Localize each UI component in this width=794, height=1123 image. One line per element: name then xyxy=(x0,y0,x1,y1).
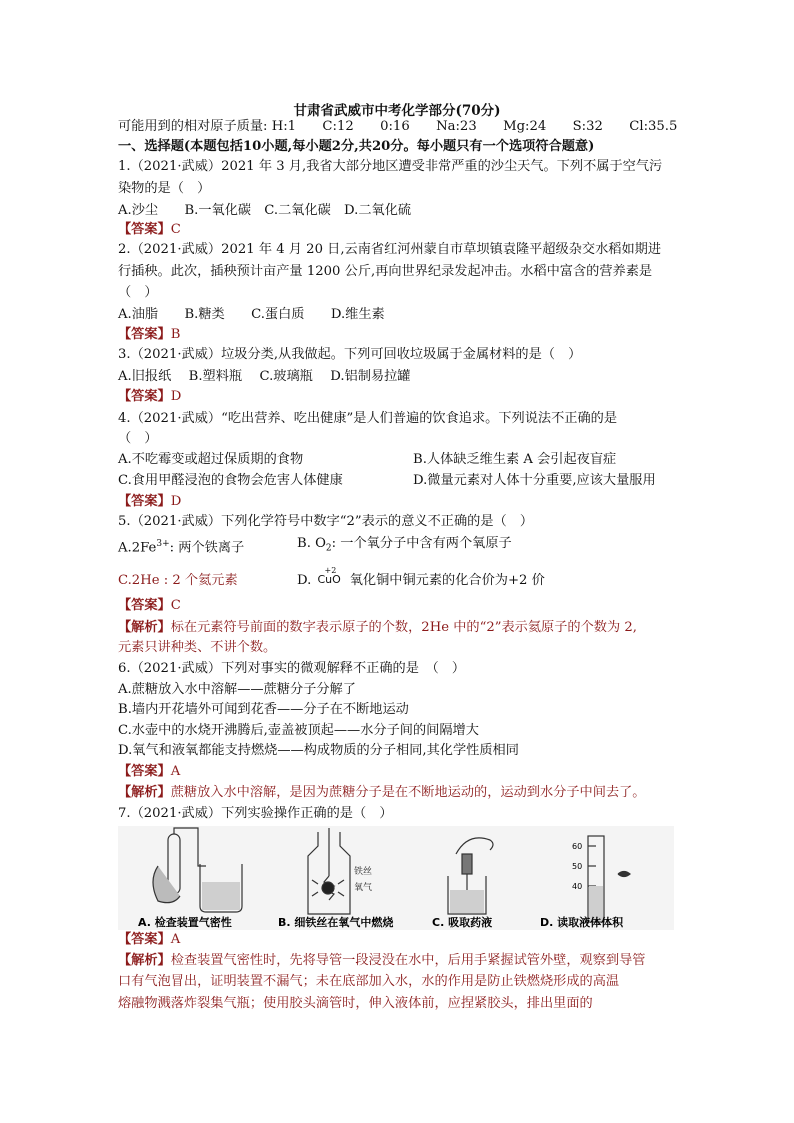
answer-value: B xyxy=(170,327,181,342)
q1-stem-2: 染物的是（ ） xyxy=(118,181,211,196)
q1-stem-1: 1.（2021·武威）2021 年 3 月,我省大部分地区遭受非常严重的沙尘天气。下列不属于空气污 xyxy=(118,159,663,174)
answer-value: C xyxy=(170,222,181,237)
q3-answer xyxy=(118,388,181,406)
q3-stem-1: 3.（2021·武威）垃圾分类,从我做起。下列可回收垃圾属于金属材料的是（ ） xyxy=(118,347,582,362)
answer-tag: 【答案】 xyxy=(118,932,171,947)
oxygen-label: 氧气 xyxy=(354,883,373,893)
explain-tag: 【解析】 xyxy=(118,620,171,635)
q5-option-d: D. +2 CuO 氧化铜中铜元素的化合价为+2 价 xyxy=(297,564,545,592)
q2-stem-2: 行插秧。此次，插秧预计亩产量 1200 公斤,再向世界纪录发起冲击。水稻中富含的营养素是 xyxy=(118,264,653,279)
q7-answer xyxy=(118,931,180,949)
answer-tag: 【答案】 xyxy=(118,222,171,237)
cuo-formula: CuO xyxy=(317,573,341,586)
q1-answer xyxy=(118,221,181,239)
q4-option-a: A.不吃霉变或超过保质期的食物 xyxy=(118,452,304,467)
answer-tag: 【答案】 xyxy=(118,494,171,509)
valence-mark: +2 xyxy=(324,566,337,575)
wire-label: 铁丝 xyxy=(354,867,373,877)
q5-option-a: $A.2Fe^{3+}$: 两个铁离子 xyxy=(118,539,245,556)
caption-d: D. 读取液体体积 xyxy=(540,916,624,929)
tick-label: 40 xyxy=(572,882,583,891)
q6-option-a: A.蔗糖放入水中溶解——蔗糖分子分解了 xyxy=(118,682,356,697)
q4-option-c: C.食用甲醛浸泡的食物会危害人体健康 xyxy=(118,473,343,488)
q2-options: A.油脂 B.糖类 C.蛋白质 D.维生素 xyxy=(118,307,385,322)
q4-stem-2: （ ） xyxy=(118,431,158,446)
q4-option-b: B.人体缺乏维生素 A 会引起夜盲症 xyxy=(413,452,617,467)
q6-option-b: B.墙内开花墙外可闻到花香——分子在不断地运动 xyxy=(118,702,409,717)
q6-option-d: D.氧气和液氧都能支持燃烧——构成物质的分子相同,其化学性质相同 xyxy=(118,743,519,758)
page-title: 甘肃省武威市中考化学部分(70分) xyxy=(293,103,501,119)
q5-explanation-1: 【解析】标在元素符号前面的数字表示原子的个数，2He 中的“2”表示氦原子的个数为 2, xyxy=(118,620,637,635)
caption-a: A. 检查装置气密性 xyxy=(138,916,232,929)
q4-stem-1: 4.（2021·武威）“吃出营养、吃出健康”是人们普遍的饮食追求。下列说法不正确的是 xyxy=(118,411,618,426)
caption-c: C. 吸取药液 xyxy=(432,916,493,929)
q2-answer xyxy=(118,326,180,344)
section-heading: 一、选择题(本题包括10小题,每小题2分,共20分。每小题只有一个选项符合题意) xyxy=(118,139,595,154)
answer-value: D xyxy=(170,494,182,509)
q6-answer xyxy=(118,763,180,781)
q7-explanation-2: 口有气泡冒出，证明装置不漏气；未在底部加入水，水的作用是防止铁燃烧形成的高温 xyxy=(118,974,620,989)
q6-explanation-1: 【解析】蔗糖放入水中溶解，是因为蔗糖分子是在不断地运动的，运动到水分子中间去了。 xyxy=(118,785,646,800)
answer-value: D xyxy=(170,389,182,404)
explain-tag: 【解析】 xyxy=(118,785,171,800)
q7-stem-1: 7.（2021·武威）下列实验操作正确的是（ ） xyxy=(118,806,393,821)
answer-value: A xyxy=(170,932,181,947)
q7-experiment-figure xyxy=(118,826,674,930)
q6-option-c: C.水壶中的水烧开沸腾后,壶盖被顶起——水分子间的间隔增大 xyxy=(118,723,479,738)
q7-explanation-1: 【解析】检查装置气密性时，先将导管一段浸没在水中，后用手紧握试管外壁，观察到导管 xyxy=(118,953,646,968)
explain-tag: 【解析】 xyxy=(118,953,171,968)
q4-option-d: D.微量元素对人体十分重要,应该大量服用 xyxy=(413,473,656,488)
q5-stem-1: 5.（2021·武威）下列化学符号中数字“2”表示的意义不正确的是（ ） xyxy=(118,514,534,529)
q2-stem-1: 2.（2021·武威）2021 年 4 月 20 日,云南省红河州蒙自市草坝镇袁隆平超级杂交水稻如期进 xyxy=(118,242,662,257)
q5-option-b: B. $O_2$: 一个氧分子中含有两个氧原子 xyxy=(297,536,512,554)
answer-tag: 【答案】 xyxy=(118,598,171,613)
q6-stem-1: 6.（2021·武威）下列对事实的微观解释不正确的是 （ ） xyxy=(118,661,466,676)
answer-value: A xyxy=(170,764,181,779)
tick-label: 50 xyxy=(572,862,583,871)
answer-tag: 【答案】 xyxy=(118,327,171,342)
q7-explanation-3: 熔融物溅落炸裂集气瓶；使用胶头滴管时，伸入液体前，应捏紧胶头，排出里面的 xyxy=(118,996,593,1011)
tick-label: 60 xyxy=(572,842,583,851)
q5-answer xyxy=(118,597,181,615)
q3-options: A.旧报纸 B.塑料瓶 C.玻璃瓶 D.铝制易拉罐 xyxy=(118,369,411,384)
answer-tag: 【答案】 xyxy=(118,764,171,779)
answer-value: C xyxy=(170,598,181,613)
q1-options: A.沙尘 B.一氧化碳 C.二氧化碳 D.二氧化硫 xyxy=(118,203,412,218)
answer-tag: 【答案】 xyxy=(118,389,171,404)
caption-b: B. 细铁丝在氧气中燃烧 xyxy=(278,916,394,929)
q5-explanation-2: 元素只讲种类、不讲个数。 xyxy=(118,640,277,655)
atomic-masses: 可能用到的相对原子质量: H:1 C:12 0:16 Na:23 Mg:24 S:32 Cl:35.5 xyxy=(118,119,678,134)
q5-option-c: C.2He : 2 个氦元素 xyxy=(118,573,238,588)
q2-stem-3: （ ） xyxy=(118,285,158,300)
q4-answer xyxy=(118,493,181,511)
